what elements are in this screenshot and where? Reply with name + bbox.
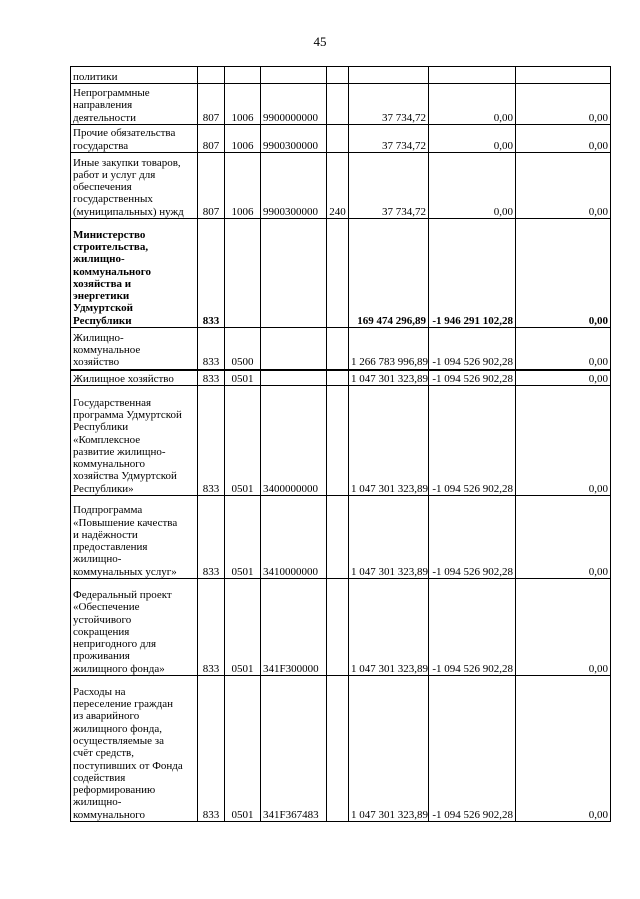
expense-type-cell: 240: [327, 153, 349, 219]
item-name-line: Расходы на: [73, 685, 126, 698]
final-amount-cell: 0,00: [516, 579, 611, 676]
expense-type-cell: [327, 328, 349, 370]
target-article-cell: 9900000000: [261, 84, 327, 125]
table-body: [71, 67, 611, 822]
target-article-cell: [261, 67, 327, 84]
amount-cell: 1 266 783 996,89: [349, 328, 429, 370]
amount-cell: 1 047 301 323,89: [349, 496, 429, 579]
item-name-line: поступивших от Фонда: [73, 759, 183, 772]
target-article-cell: 3400000000: [261, 386, 327, 496]
table-row: [71, 579, 611, 676]
amount-cell: 37 734,72: [349, 153, 429, 219]
change-amount-cell: 0,00: [429, 84, 516, 125]
amount-cell: 1 047 301 323,89: [349, 386, 429, 496]
final-amount-cell: 0,00: [516, 386, 611, 496]
section-code-cell: 0501: [225, 386, 261, 496]
change-amount-cell: [429, 67, 516, 84]
item-name-line: устойчивого: [73, 613, 132, 626]
item-name-line: государственных: [73, 193, 153, 206]
final-amount-cell: 0,00: [516, 328, 611, 370]
amount-cell: 1 047 301 323,89: [349, 370, 429, 386]
change-amount-cell: -1 094 526 902,28: [429, 370, 516, 386]
item-name-cell: [71, 328, 198, 370]
change-amount-cell: -1 094 526 902,28: [429, 386, 516, 496]
item-name-cell: [71, 386, 198, 496]
item-name-line: коммунальных услуг»: [73, 565, 177, 578]
item-name-line: жилищно-: [73, 553, 122, 566]
table-row: [71, 676, 611, 822]
section-code-cell: [225, 219, 261, 328]
item-name-line: Республики»: [73, 482, 134, 495]
amount-cell: 37 734,72: [349, 125, 429, 153]
item-name-line: переселение граждан: [73, 698, 173, 711]
ministry-code-cell: 833: [198, 219, 225, 328]
ministry-code-cell: 807: [198, 84, 225, 125]
table-row: [71, 125, 611, 153]
item-name-cell: [71, 579, 198, 676]
item-name-cell: [71, 496, 198, 579]
item-name-line: Министерство: [73, 228, 146, 241]
item-name-line: жилищного фонда»: [73, 662, 165, 675]
item-name-line: Прочие обязательства: [73, 127, 176, 140]
target-article-cell: [261, 219, 327, 328]
ministry-code-cell: 833: [198, 676, 225, 822]
final-amount-cell: 0,00: [516, 125, 611, 153]
amount-cell: 1 047 301 323,89: [349, 579, 429, 676]
table-row: [71, 67, 611, 84]
change-amount-cell: -1 094 526 902,28: [429, 496, 516, 579]
table-row: [71, 153, 611, 219]
item-name-line: направления: [73, 99, 133, 112]
table-row: [71, 328, 611, 370]
expense-type-cell: [327, 579, 349, 676]
change-amount-cell: -1 094 526 902,28: [429, 328, 516, 370]
item-name-line: коммунального: [73, 458, 145, 471]
change-amount-cell: -1 094 526 902,28: [429, 579, 516, 676]
expense-type-cell: [327, 496, 349, 579]
item-name-line: непригодного для: [73, 638, 157, 651]
expense-type-cell: [327, 386, 349, 496]
target-article-cell: 341F367483: [261, 676, 327, 822]
budget-table: [70, 66, 611, 822]
item-name-line: хозяйства Удмуртской: [73, 470, 177, 483]
ministry-code-cell: 833: [198, 328, 225, 370]
section-code-cell: 1006: [225, 125, 261, 153]
page-number: 45: [313, 34, 327, 49]
section-code-cell: 1006: [225, 84, 261, 125]
item-name-line: хозяйство: [73, 356, 120, 369]
expense-type-cell: [327, 125, 349, 153]
item-name-line: энергетики: [73, 290, 130, 303]
item-name-line: хозяйства и: [73, 277, 132, 290]
expense-type-cell: [327, 84, 349, 125]
item-name-line: программа Удмуртской: [73, 408, 182, 421]
item-name-line: содействия: [73, 771, 126, 784]
item-name-line: коммунальное: [73, 343, 141, 356]
item-name-line: Республики: [73, 421, 129, 434]
item-name-line: сокращения: [73, 625, 130, 638]
item-name-line: работ и услуг для: [73, 168, 156, 181]
item-name-line: Жилищно-: [73, 331, 124, 344]
item-name-line: деятельности: [73, 111, 136, 124]
expense-type-cell: [327, 370, 349, 386]
final-amount-cell: 0,00: [516, 496, 611, 579]
amount-cell: 37 734,72: [349, 84, 429, 125]
item-name-line: проживания: [73, 650, 130, 663]
item-name-line: «Повышение качества: [73, 516, 178, 529]
item-name-line: государства: [73, 139, 129, 152]
ministry-code-cell: 833: [198, 579, 225, 676]
item-name-line: Непрограммные: [73, 87, 150, 100]
ministry-code-cell: 807: [198, 125, 225, 153]
table-row: [71, 219, 611, 328]
item-name-line: Удмуртской: [73, 302, 133, 315]
item-name-line: Государственная: [73, 396, 152, 409]
target-article-cell: 9900300000: [261, 153, 327, 219]
item-name-line: жилищного фонда,: [73, 722, 162, 735]
amount-cell: 1 047 301 323,89: [349, 676, 429, 822]
item-name-line: Федеральный проект: [73, 588, 172, 601]
item-name-cell: [71, 67, 198, 84]
item-name-line: развитие жилищно-: [73, 445, 166, 458]
item-name-line: коммунального: [73, 265, 151, 278]
item-name-line: предоставления: [73, 541, 148, 554]
item-name-line: обеспечения: [73, 181, 132, 194]
amount-cell: [349, 67, 429, 84]
item-name-line: осуществляемые за: [73, 734, 165, 747]
ministry-code-cell: 833: [198, 496, 225, 579]
section-code-cell: 0500: [225, 328, 261, 370]
item-name-line: и надёжности: [73, 528, 138, 541]
final-amount-cell: 0,00: [516, 219, 611, 328]
item-name-line: (муниципальных) нужд: [73, 205, 184, 218]
section-code-cell: 0501: [225, 676, 261, 822]
ministry-code-cell: [198, 67, 225, 84]
target-article-cell: 3410000000: [261, 496, 327, 579]
item-name-cell: [71, 84, 198, 125]
target-article-cell: [261, 370, 327, 386]
item-name-cell: [71, 219, 198, 328]
item-name-line: политики: [73, 70, 118, 83]
item-name-line: «Комплексное: [73, 433, 141, 446]
ministry-code-cell: 833: [198, 386, 225, 496]
table-row: [71, 370, 611, 386]
section-code-cell: 0501: [225, 370, 261, 386]
ministry-code-cell: 833: [198, 370, 225, 386]
amount-cell: 169 474 296,89: [349, 219, 429, 328]
item-name-line: Республики: [73, 314, 132, 327]
item-name-cell: [71, 676, 198, 822]
table-row: [71, 386, 611, 496]
target-article-cell: 9900300000: [261, 125, 327, 153]
item-name-cell: [71, 153, 198, 219]
item-name-line: строительства,: [73, 240, 149, 253]
final-amount-cell: 0,00: [516, 370, 611, 386]
item-name-line: реформированию: [73, 784, 156, 797]
item-name-line: жилищно-: [73, 796, 122, 809]
expense-type-cell: [327, 67, 349, 84]
item-name-line: коммунального: [73, 808, 145, 821]
table-row: [71, 496, 611, 579]
section-code-cell: [225, 67, 261, 84]
item-name-line: Жилищное хозяйство: [73, 372, 174, 385]
item-name-cell: [71, 125, 198, 153]
section-code-cell: 0501: [225, 496, 261, 579]
change-amount-cell: 0,00: [429, 125, 516, 153]
final-amount-cell: 0,00: [516, 676, 611, 822]
change-amount-cell: -1 946 291 102,28: [429, 219, 516, 328]
item-name-cell: [71, 370, 198, 386]
expense-type-cell: [327, 219, 349, 328]
target-article-cell: [261, 328, 327, 370]
item-name-line: жилищно-: [73, 253, 125, 266]
change-amount-cell: 0,00: [429, 153, 516, 219]
section-code-cell: 1006: [225, 153, 261, 219]
item-name-line: Иные закупки товаров,: [73, 156, 181, 169]
item-name-line: «Обеспечение: [73, 601, 140, 614]
item-name-line: счёт средств,: [73, 747, 134, 760]
final-amount-cell: [516, 67, 611, 84]
final-amount-cell: 0,00: [516, 84, 611, 125]
final-amount-cell: 0,00: [516, 153, 611, 219]
expense-type-cell: [327, 676, 349, 822]
section-code-cell: 0501: [225, 579, 261, 676]
table-row: [71, 84, 611, 125]
change-amount-cell: -1 094 526 902,28: [429, 676, 516, 822]
item-name-line: из аварийного: [73, 710, 140, 723]
ministry-code-cell: 807: [198, 153, 225, 219]
target-article-cell: 341F300000: [261, 579, 327, 676]
item-name-line: Подпрограмма: [73, 504, 143, 517]
